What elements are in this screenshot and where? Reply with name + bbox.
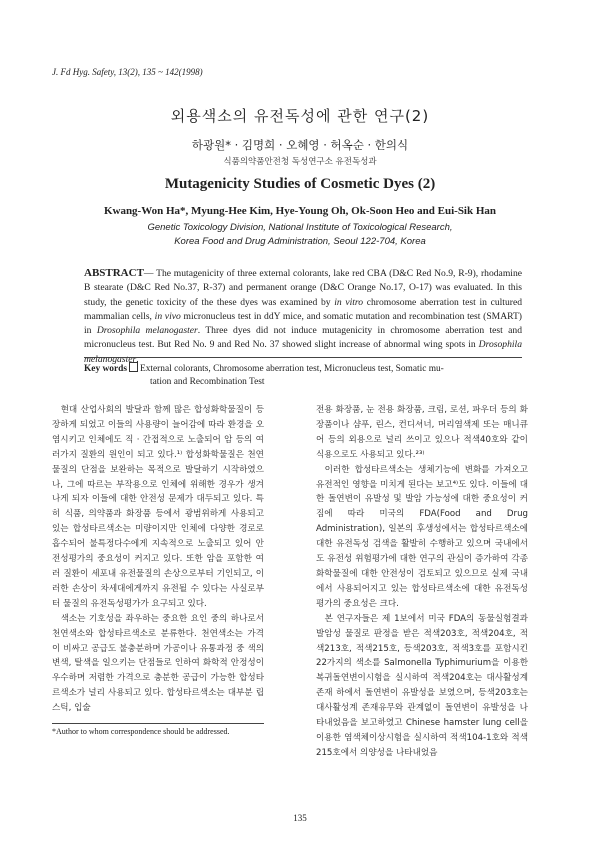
abstract-italic: Drosophila melanogaster bbox=[84, 339, 522, 365]
abstract-italic: Drosophila melanogaster bbox=[96, 325, 198, 337]
affiliation-line-2: Korea Food and Drug Administration, Seoul 122-704, Korea bbox=[174, 236, 426, 247]
keywords-line-1: External colorants, Chromosome aberration test, Micronucleus test, Somatic mu- bbox=[139, 364, 444, 374]
body-paragraph: 본 연구자들은 제 1보에서 미국 FDA의 동물실험결과 발암성 물질로 판정을 받은 적색203호, 적색204호, 적색213호, 적색215호, 등색203호, 적색3호를 포함시킨 22가지의 색소를 Salmonella Typhimurium을 이용한 복귀돌연변이시험을 실시하여 적색204호는 대사활성계 존재 하에서 돌연변이 유발성을 보였으며, 등색203호는 대사활성계 존재유무와 관계없이 돌연변이 유발성을 나타내었음을 보고하였고 Chinese hamster lung cell을 이용한 염색체이상시험을 실시하여 적색104-1호와 적색215호에서 의양성을 나타내었음 bbox=[316, 613, 528, 758]
keywords-label: Key words bbox=[84, 364, 127, 374]
body-right-column bbox=[316, 403, 528, 761]
section-divider bbox=[84, 357, 522, 358]
checkbox-square-icon bbox=[129, 362, 138, 372]
body-paragraph: 색소는 기호성을 좌우하는 중요한 요인 중의 하나로서 천연색소와 합성타르색소로 분류한다. 천연색소는 가격이 비싸고 공급도 불충분하며 가공이나 유통과정 중 색의 변색, 탈색을 일으키는 단점들로 인하여 화학적 안정성이 우수하며 저렴한 가격으로 충분한 공급이 가능한 합성타르색소가 널리 사용되고 있다. 합성타르색소는 대부분 립스틱, 입술 bbox=[52, 613, 264, 714]
abstract-dash: — bbox=[143, 268, 157, 279]
english-authors: Kwang-Won Ha*, Myung-Hee Kim, Hye-Young Oh, Ok-Soon Heo and Eui-Sik Han bbox=[103, 205, 497, 217]
abstract-text: . bbox=[136, 353, 139, 365]
keywords bbox=[84, 362, 522, 389]
abstract-label: ABSTRACT bbox=[84, 267, 144, 279]
affiliation-line-1: Genetic Toxicology Division, National Institute of Toxicological Research, bbox=[147, 222, 453, 233]
english-title: Mutagenicity Studies of Cosmetic Dyes (2) bbox=[164, 176, 436, 192]
body-paragraph: 전용 화장품, 눈 전용 화장품, 크림, 로션, 파우더 등의 화장품이나 샴푸, 린스, 컨디셔너, 머리염색제 또는 매니큐어 등의 외용으로 널리 쓰이고 있으나 적색40호와 같이 식용으로도 사용되고 있다.²³⁾ bbox=[316, 405, 528, 460]
abstract-text: chromosome aberration test in cultured mammalian cells, bbox=[84, 296, 523, 322]
footnote: *Author to whom correspondence should be addressed. bbox=[52, 727, 230, 736]
body-left-column bbox=[52, 403, 264, 716]
keywords-line-2: tation and Recombination Test bbox=[150, 377, 265, 387]
abstract-italic: in vitro bbox=[334, 296, 364, 308]
korean-affiliation: 식품의약품안전청 독성연구소 유전독성과 bbox=[223, 157, 377, 167]
korean-title: 외용색소의 유전독성에 관한 연구(2) bbox=[170, 107, 430, 125]
journal-citation: J. Fd Hyg. Safety, 13(2), 135 ~ 142(1998) bbox=[52, 67, 203, 77]
abstract-italic: in vivo bbox=[154, 310, 181, 322]
body-paragraph: 이러한 합성타르색소는 생체기능에 변화를 가져오고 유전적인 영향을 미치게 된다는 보고⁴⁾도 있다. 이들에 대한 돌연변이 유발성 및 발암 가능성에 대한 중요성이 커짐에 따라 미국의 FDA(Food and Drug Administration), 일본의 후생성에서는 합성타르색소에 대한 유전독성 검색을 활발히 수행하고 있으며 국내에서도 유전성 위험평가에 대한 연구의 관심이 증가하여 각종 화학물질에 대한 안전성이 검토되고 있으므로 실제 국내에서 사용되어지고 있는 합성타르색소에 대한 유전독성평가의 중요성은 크다. bbox=[316, 464, 528, 609]
page-number: 135 bbox=[293, 813, 307, 823]
korean-authors: 하광원* · 김명희 · 오혜영 · 허옥순 · 한의식 bbox=[191, 138, 409, 152]
abstract bbox=[84, 266, 522, 367]
abstract-text: . Three dyes did not induce mutagenicity in chromosome aberration test and micronucleus test. But Red No. 9 and Red No. 37 showed slight increase of abnormal wing spots in bbox=[84, 325, 522, 351]
abstract-text: micronucleus test in ddY mice, and somatic mutation and recombination test (SMART) in bbox=[84, 310, 522, 337]
abstract-text: The mutagenicity of three external colorants, lake red CBA (D&C Red No.9, R-9), rhodamine B stearate (D&C Red No.37, R-37) and permanent orange (D&C Orange No.17, O-17) was evaluated. In this study, the genetic toxicity of the these dyes was examined by bbox=[84, 268, 522, 308]
footnote-rule bbox=[52, 723, 264, 724]
body-paragraph: 현대 산업사회의 발달과 함께 많은 합성화학물질이 등장하게 되었고 이들의 사용량이 늘어감에 따라 환경을 오염시키고 인체에도 직 · 간접적으로 노출되어 암 등의 여러가지 질환의 원인이 되고 있다.¹⁾ 합성화학물질은 천연물질의 단점을 보완하는 목적으로 발달하기 시작하였으나, 그에 따르는 부작용으로 인체에 위해한 경우가 생겨나게 되자 이들에 대한 안전성 문제가 대두되고 있다. 특히 식품, 의약품과 화장품 등에서 광범위하게 사용되고 있는 합성타르색소는 미량이지만 인체에 다양한 경로로 흡수되어 불특정다수에게 지속적으로 노출되고 있어 안전성평가의 중요성이 커지고 있다. 또한 암을 포함한 여러 질환이 세포내 유전물질의 손상으로부터 기인되고, 이러한 손상이 차세대에게까지 유전될 수 있다는 사실로부터 물질의 유전독성평가가 요구되고 있다. bbox=[52, 405, 264, 609]
